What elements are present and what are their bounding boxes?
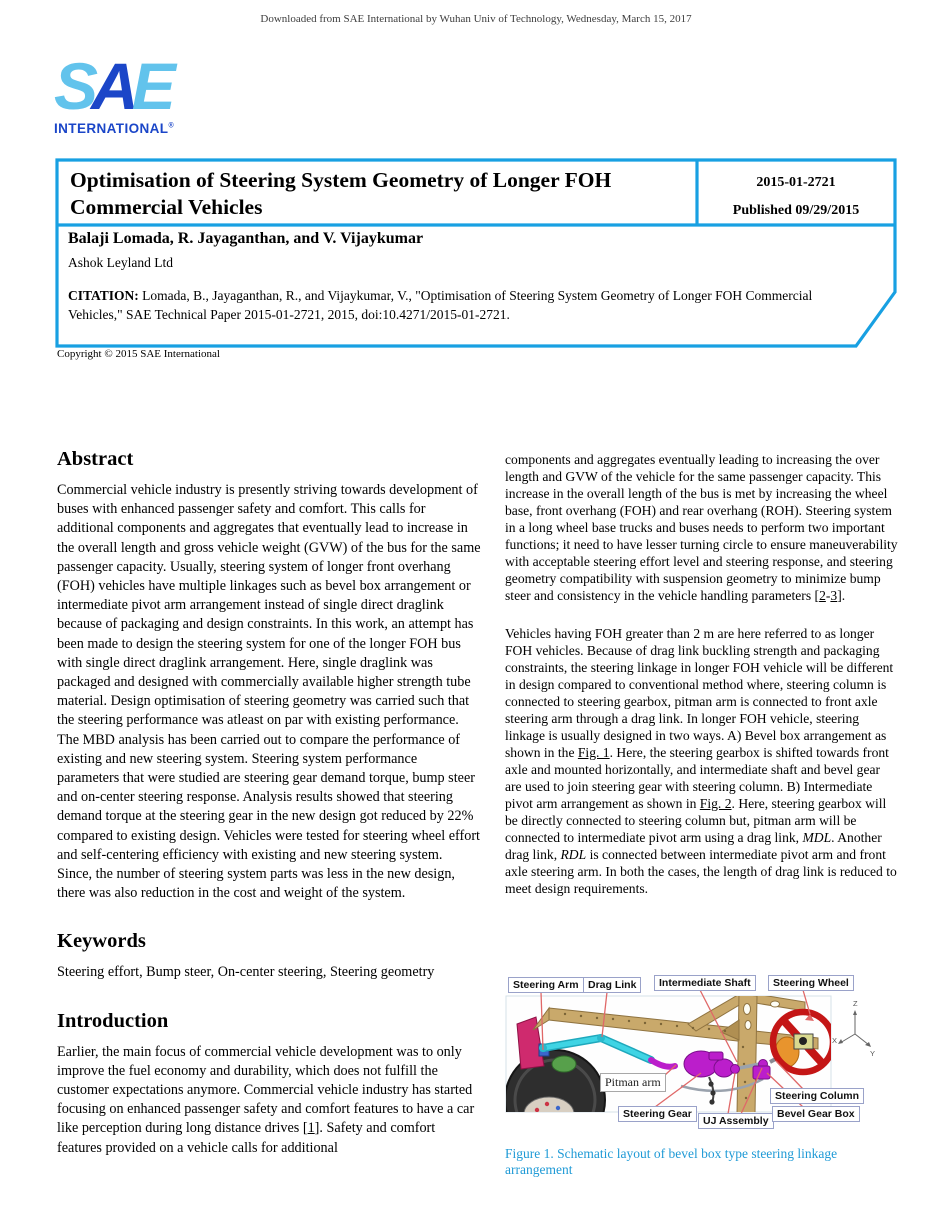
- label-steering-column: Steering Column: [770, 1088, 864, 1104]
- axis-y-label: Y: [870, 1049, 876, 1058]
- paper-title: Optimisation of Steering System Geometry of Longer FOH Commercial Vehicles: [70, 168, 612, 219]
- figure-2-link[interactable]: Fig. 2: [699, 796, 732, 811]
- figure-1: [503, 972, 897, 1138]
- reference-3-link[interactable]: 3: [830, 588, 838, 603]
- sae-logo-s: S: [54, 49, 92, 123]
- rdl-term: RDL: [560, 847, 587, 862]
- paper-number-block: [700, 175, 892, 219]
- uj-joint-1: [731, 1065, 740, 1074]
- label-pitman-arm: Pitman arm: [600, 1073, 666, 1092]
- reference-2-link[interactable]: 2: [819, 588, 826, 603]
- figure-1-link[interactable]: Fig. 1: [577, 745, 610, 760]
- label-bevel-gear-box: Bevel Gear Box: [772, 1106, 860, 1122]
- sae-logo-letters: [54, 49, 204, 123]
- axis-x-label: X: [832, 1036, 838, 1045]
- label-drag-link: Drag Link: [583, 977, 641, 993]
- axis-z-label: Z: [853, 999, 858, 1008]
- label-steering-gear: Steering Gear: [618, 1106, 697, 1122]
- axis-triad: [838, 1010, 871, 1047]
- registered-mark: ®: [168, 122, 175, 130]
- published-date: Published 09/29/2015: [732, 203, 860, 218]
- label-uj-assembly: UJ Assembly: [698, 1113, 774, 1129]
- sae-logo-a: A: [91, 49, 132, 123]
- download-notice: Downloaded from SAE International by Wuhan Univ of Technology, Wednesday, March 15, 2017: [260, 13, 692, 25]
- copyright-notice: Copyright © 2015 SAE International: [57, 348, 220, 360]
- sae-logo-wordmark: INTERNATIONAL®: [54, 121, 175, 136]
- introduction-paragraph: Earlier, the main focus of commercial vehicle development was to only improve the fuel economy and durability, which does not fulfill the customer expectations anymore. Commercial vehicle industry has started focusing on enhanced passenger safety and comfort features to have a car like perception during long distance drives [1]. Safety and comfort features provided on a vehicle calls for additional: [57, 1043, 475, 1156]
- right-paragraph-2: Vehicles having FOH greater than 2 m are here referred to as longer FOH vehicles. Because of drag link buckling strength and packaging constraints, the steering linkage in longer FOH vehicle will be different in design compared to conventional method where, steering column is connected to steering gearbox, pitman arm is connected to front axle steering arm through a drag link. In longer FOH vehicle, steering linkage is usually designed in two ways. A) Bevel box arrangement as shown in the Fig. 1. Here, the steering gearbox is shifted towards front axle and mounted horizontally, and intermediate shaft and bevel gear are used to join steering gear with steering column. B) Intermediate pivot arm arrangement as shown in Fig. 2. Here, steering gearbox will be directly connected to steering column but, pitman arm will be connected to intermediate pivot arm using a drag link, MDL. Another drag link, RDL is connected between intermediate pivot arm and front axle steering arm. In both the cases, the length of drag link is reduced to meet design requirements.: [505, 626, 897, 896]
- right-paragraph-1: components and aggregates eventually leading to increasing the over length and GVW of the vehicle for the same passenger capacity. This increase in the overall length of the bus is met by increasing the wheel base, front overhang (FOH) and rear overhang (ROH). Steering system in a long wheel base trucks and buses needs to perform two important functions; it need to have lesser turning circle to ensure maneuverability with acceptable steering effort level and steering response, and steering geometry compatibility with suspension geometry to minimize bump steer and consistency in the vehicle handling parameters [2-3].: [505, 452, 898, 603]
- reference-1-link[interactable]: 1: [307, 1120, 315, 1137]
- knuckle-part: [552, 1056, 576, 1072]
- figure-1-caption: Figure 1. Schematic layout of bevel box type steering linkage arrangement: [505, 1146, 838, 1177]
- right-column: [505, 451, 899, 918]
- mdl-term: MDL: [802, 830, 832, 845]
- label-steering-arm: Steering Arm: [508, 977, 584, 993]
- sae-logo-e: E: [131, 49, 169, 123]
- introduction-heading: Introduction: [57, 1009, 169, 1032]
- authors: Balaji Lomada, R. Jayaganthan, and V. Vijaykumar: [68, 230, 424, 247]
- left-column: [57, 448, 481, 1158]
- citation: [68, 286, 840, 324]
- affiliation: Ashok Leyland Ltd: [68, 255, 173, 270]
- paper-number: 2015-01-2721: [756, 175, 836, 190]
- label-steering-wheel: Steering Wheel: [768, 975, 854, 991]
- keywords-body: Steering effort, Bump steer, On-center steering, Steering geometry: [57, 964, 435, 981]
- keywords-heading: Keywords: [57, 930, 146, 953]
- abstract-heading: Abstract: [57, 448, 134, 470]
- citation-body: Lomada, B., Jayaganthan, R., and Vijaykumar, V., "Optimisation of Steering System Geometry of Longer FOH Commercial Vehicles," SAE Technical Paper 2015-01-2721, 2015, doi:10.4271/2015-01-2721.: [68, 288, 813, 322]
- label-intermediate-shaft: Intermediate Shaft: [654, 975, 756, 991]
- citation-label: CITATION:: [68, 288, 139, 303]
- sae-logo: [54, 49, 204, 136]
- abstract-body: Commercial vehicle industry is presently striving towards development of buses with enhanced passenger safety and comfort. This calls for additional components and aggregates that eventually lead to increase in the overall length and gross vehicle weight (GVW) of the bus for the same passenger capacity. Usually, steering system of longer front overhang (FOH) vehicles have multiple linkages such as bevel box arrangement or intermediate pivot arm arrangement instead of single direct draglink because of packaging and design constraints. In this work, an attempt has been made to design the steering system for one of the longer FOH bus with single direct draglink arrangement. Here, single draglink was packaged and designed with commercially available higher strength tube material. Design optimisation of steering geometry was carried such that the steering performance was atleast on par with existing performance. The MBD analysis has been carried out to compare the performance of existing and new steering system. Steering system performance parameters that were studied are steering gear demand torque, bump steer and on-center steering response. Analysis results showed that steering demand torque at the steering gear in the new design got reduced by 22% compared to existing design. Vehicles were tested for steering wheel effort and self-centering efficiency with existing and new steering system. Since, the number of steering system parts was less in the new design, there was also reduction in the cost and weight of the system.: [57, 482, 481, 902]
